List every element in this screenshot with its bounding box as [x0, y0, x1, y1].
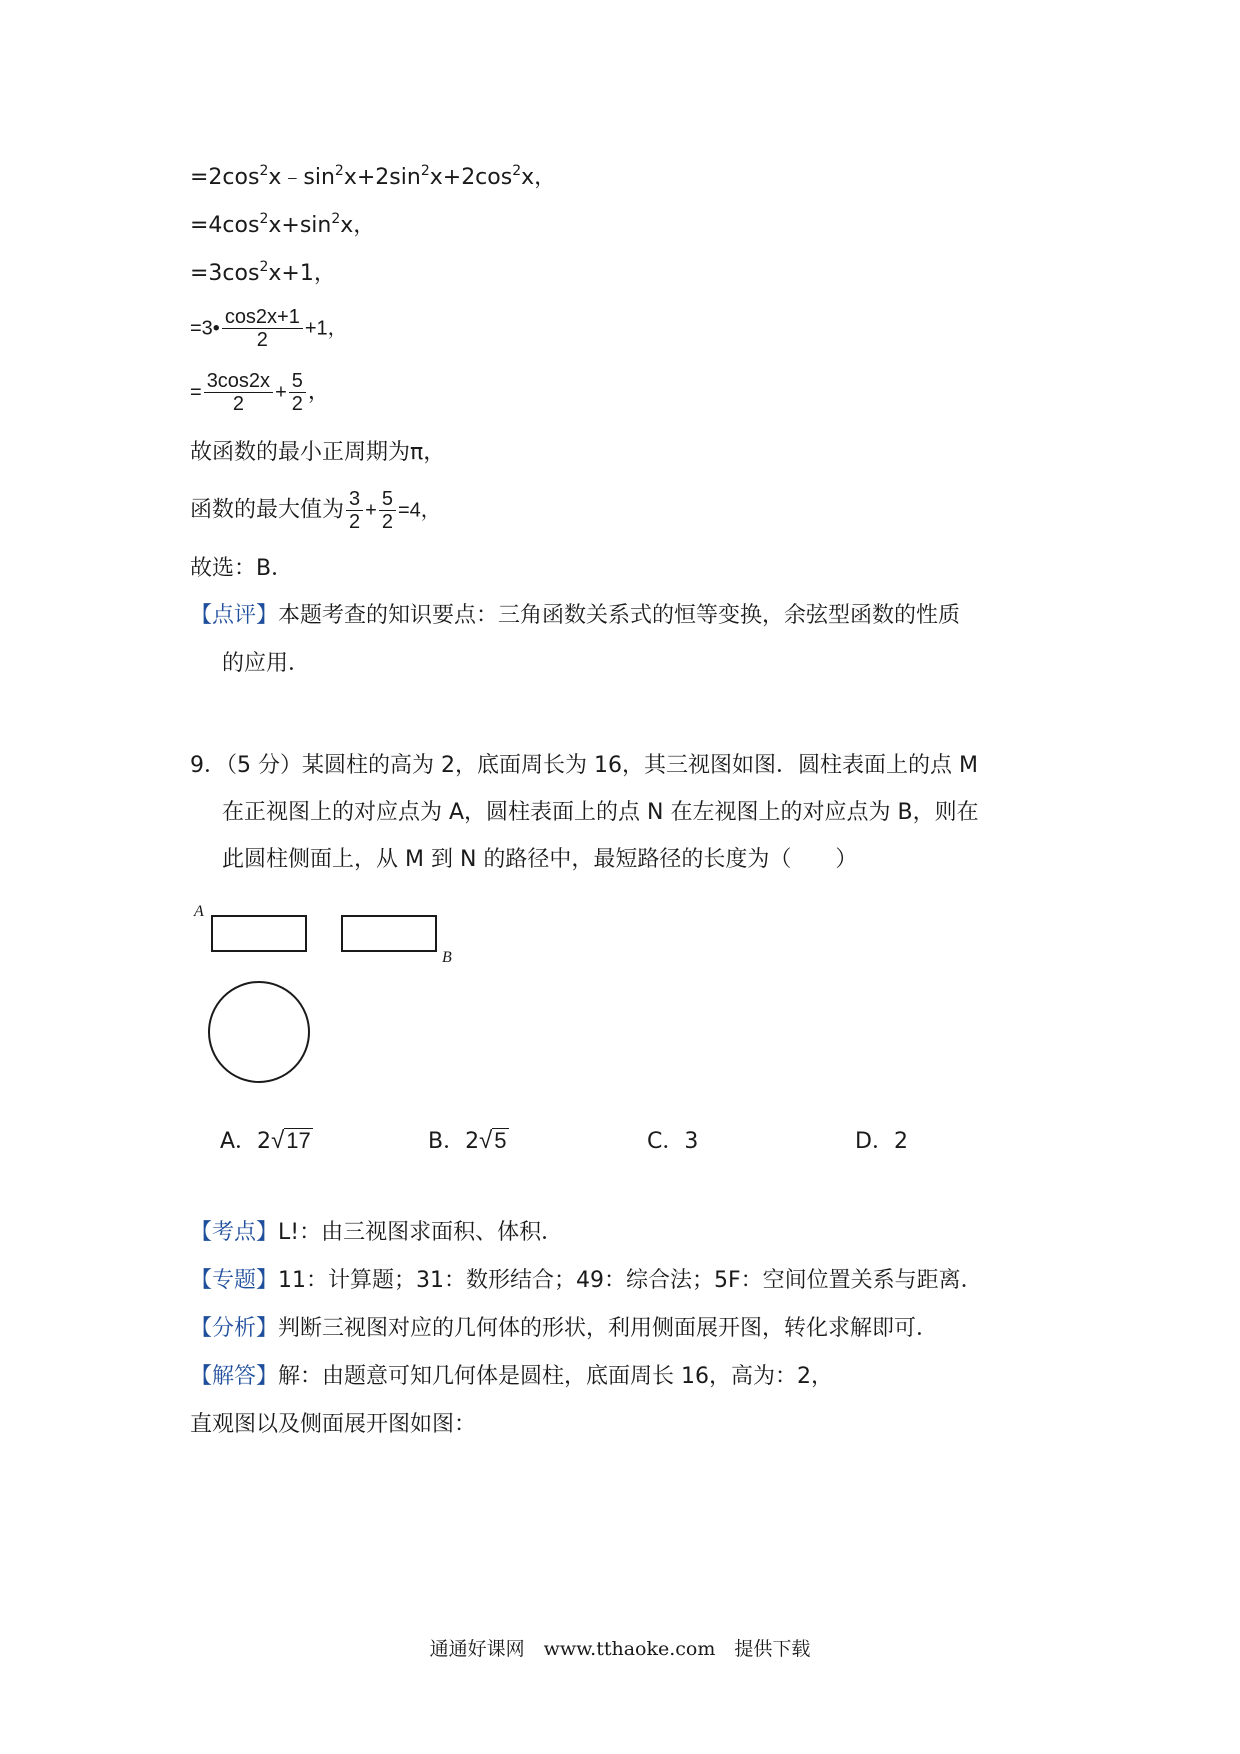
numerator: 3: [346, 488, 363, 511]
plus-sign: +: [275, 381, 287, 404]
step-text: =3cos: [190, 261, 260, 286]
fraction: [346, 488, 363, 533]
kaodian-line: [190, 1217, 563, 1249]
radicand: 17: [286, 1128, 311, 1153]
plus-sign: +: [365, 499, 377, 522]
option-label: A．2: [220, 1129, 272, 1154]
fenxi-text: 判断三视图对应的几何体的形状，利用侧面展开图，转化求解即可．: [278, 1316, 939, 1341]
step-text: x+1，: [268, 261, 336, 286]
numerator: 5: [379, 488, 396, 511]
period-line: 故函数的最小正周期为π，: [190, 440, 446, 465]
review-line-1: [190, 600, 960, 632]
numerator: cos2x+1: [222, 306, 303, 329]
denominator: 2: [349, 511, 361, 533]
option-b: [428, 1126, 509, 1158]
step-text: 函数的最大值为: [190, 497, 345, 523]
fraction: [379, 488, 396, 533]
option-label: B．2: [428, 1129, 480, 1154]
exponent: 2: [259, 163, 269, 179]
step-line-4: [190, 306, 348, 351]
sqrt: [479, 1128, 508, 1153]
step-line-5: [190, 370, 330, 415]
kaodian-tag: 【考点】: [190, 1220, 279, 1245]
label-b: B: [442, 949, 452, 966]
step-text: x﹣sin: [268, 165, 335, 190]
exponent: 2: [259, 259, 269, 275]
step-text: x+sin: [268, 213, 332, 238]
step-line-1: [190, 162, 556, 194]
step-text: =4，: [397, 499, 441, 522]
step-line-3: [190, 258, 336, 290]
side-view-rect: [342, 916, 436, 951]
zhuanti-text: 11：计算题；31：数形结合；49：综合法；5F：空间位置关系与距离．: [278, 1268, 983, 1293]
numerator: 3cos2x: [204, 370, 273, 393]
option-c: C．3: [647, 1129, 699, 1154]
closing-line: 直观图以及侧面展开图如图：: [190, 1412, 477, 1437]
step-text: =4cos: [190, 213, 260, 238]
zhuanti-tag: 【专题】: [190, 1268, 279, 1293]
question-line-2: 在正视图上的对应点为 A，圆柱表面上的点 N 在左视图上的对应点为 B，则在: [222, 800, 979, 825]
exponent: 2: [331, 211, 341, 227]
review-text: 本题考查的知识要点：三角函数关系式的恒等变换，余弦型函数的性质: [278, 603, 961, 628]
step-text: =2cos: [190, 165, 260, 190]
exponent: 2: [512, 163, 522, 179]
radicand: 5: [494, 1128, 507, 1153]
fraction: [289, 370, 306, 415]
step-text: =: [190, 381, 202, 404]
denominator: 2: [291, 393, 303, 415]
exponent: 2: [259, 211, 269, 227]
sqrt-icon: √: [271, 1127, 285, 1154]
jieda-tag: 【解答】: [190, 1364, 279, 1389]
review-line-2: 的应用．: [222, 651, 311, 676]
option-d: D．2: [855, 1129, 908, 1154]
label-a: A: [194, 903, 204, 920]
zhuanti-line: [190, 1265, 983, 1297]
kaodian-text: L!：由三视图求面积、体积．: [278, 1220, 564, 1245]
max-value-line: [190, 488, 441, 533]
step-text: +1，: [304, 317, 348, 340]
step-text: x+2sin: [343, 165, 421, 190]
exponent: 2: [334, 163, 344, 179]
fraction: [222, 306, 303, 351]
denominator: 2: [381, 511, 393, 533]
fenxi-tag: 【分析】: [190, 1316, 279, 1341]
page-footer: 通通好课网 www.tthaoke.com 提供下载: [429, 1638, 811, 1660]
step-text: x，: [521, 165, 557, 190]
three-view-diagram: [190, 900, 470, 1110]
fraction: [204, 370, 273, 415]
numerator: 5: [289, 370, 306, 393]
step-text: x，: [340, 213, 376, 238]
step-text: =3•: [190, 317, 220, 340]
denominator: 2: [232, 393, 244, 415]
front-view-rect: [212, 916, 306, 951]
jieda-line: [190, 1361, 833, 1393]
top-view-circle: [209, 982, 309, 1082]
option-a: [220, 1126, 313, 1158]
review-tag: 【点评】: [190, 603, 279, 628]
step-text: ，: [307, 379, 330, 405]
exponent: 2: [420, 163, 430, 179]
choice-line: 故选：B．: [190, 556, 294, 581]
step-line-2: [190, 210, 375, 242]
question-line-1: 9．（5 分）某圆柱的高为 2，底面周长为 16，其三视图如图．圆柱表面上的点 M: [190, 753, 978, 778]
question-line-3: 此圆柱侧面上，从 M 到 N 的路径中，最短路径的长度为（ ）: [222, 847, 858, 872]
jieda-text: 解：由题意可知几何体是圆柱，底面周长 16，高为：2，: [278, 1364, 834, 1389]
denominator: 2: [256, 329, 268, 351]
fenxi-line: [190, 1313, 938, 1345]
step-text: x+2cos: [429, 165, 513, 190]
sqrt: [271, 1128, 313, 1153]
sqrt-icon: √: [479, 1127, 493, 1154]
